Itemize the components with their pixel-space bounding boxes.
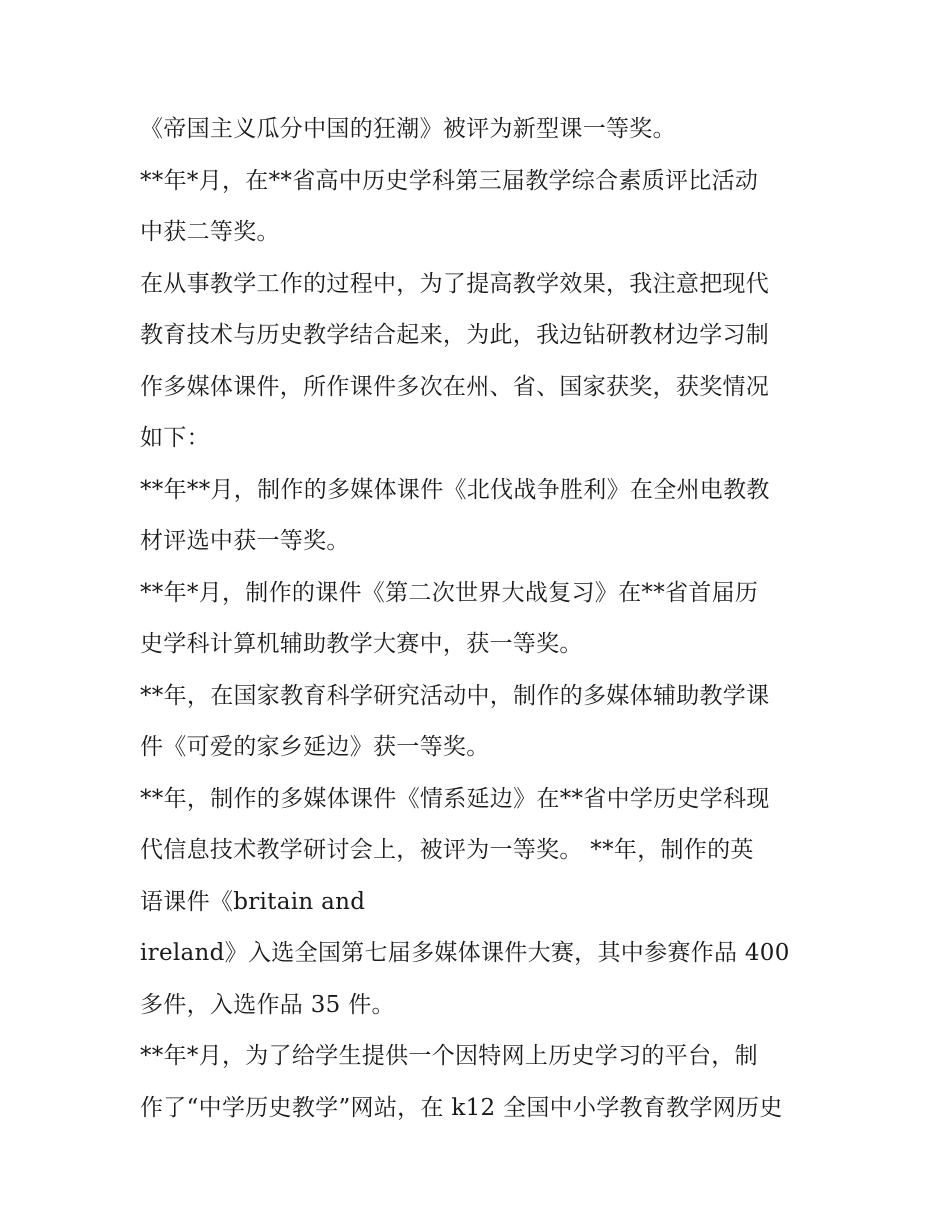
- text-line: 材评选中获一等奖。: [140, 528, 350, 554]
- text-line: 语课件《britain and: [140, 888, 366, 915]
- text-line: 《帝国主义瓜分中国的狂潮》被评为新型课一等奖。: [140, 116, 676, 142]
- text-line: **年*月，为了给学生提供一个因特网上历史学习的平台，制: [140, 1043, 758, 1069]
- text-line: 多件，入选作品 35 件。: [140, 991, 395, 1018]
- text-line: 如下：: [140, 425, 210, 451]
- text-line: **年，制作的多媒体课件《情系延边》在**省中学历史学科现: [140, 785, 770, 812]
- text-line: 教育技术与历史教学结合起来，为此，我边钻研教材边学习制: [140, 322, 770, 348]
- text-line: **年*月，在**省高中历史学科第三届教学综合素质评比活动: [140, 167, 759, 194]
- text-line: 件《可爱的家乡延边》获一等奖。: [140, 734, 490, 760]
- text-line: **年，在国家教育科学研究活动中，制作的多媒体辅助教学课: [140, 682, 770, 709]
- text-line: 作了“中学历史教学”网站，在 k12 全国中小学教育教学网历史: [140, 1094, 783, 1121]
- text-line: 作多媒体课件，所作课件多次在州、省、国家获奖，获奖情况: [140, 373, 770, 400]
- text-line: 中获二等奖。: [140, 219, 280, 245]
- text-line: **年**月，制作的多媒体课件《北伐战争胜利》在全州电教教: [140, 476, 770, 503]
- text-line: 史学科计算机辅助教学大赛中，获一等奖。: [140, 631, 583, 657]
- body-text: [140, 104, 820, 1134]
- text-line: 代信息技术教学研讨会上，被评为一等奖。 **年，制作的英: [140, 837, 754, 863]
- text-line: ireland》入选全国第七届多媒体课件大赛，其中参赛作品 400: [140, 940, 790, 966]
- text-line: **年*月，制作的课件《第二次世界大战复习》在**省首届历: [140, 579, 759, 606]
- text-line: 在从事教学工作的过程中，为了提高教学效果，我注意把现代: [140, 270, 770, 297]
